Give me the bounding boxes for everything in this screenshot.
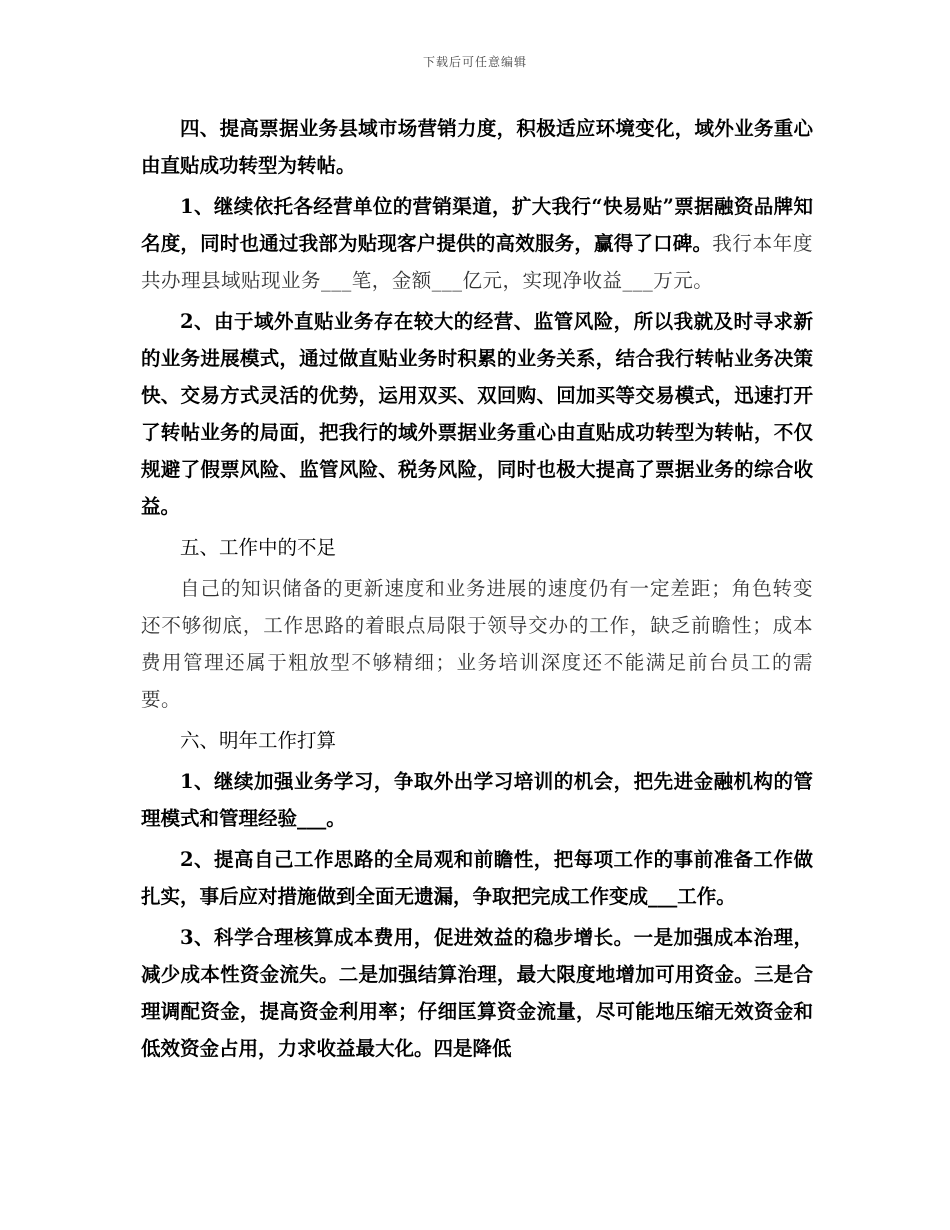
paragraph-item-6-3 — [141, 919, 813, 1067]
paragraph-text-bold: 1、继续依托各经营单位的营销渠道，扩大我行“快易贴”票据融资品牌知名度，同时也通过我部为贴现客户提供的高效服务，赢得了口碑。 — [141, 195, 813, 255]
paragraph-text-bold: 2、提高自己工作思路的全局观和前瞻性，把每项工作的事前准备工作做扎实，事后应对措施做到全面无遗漏，争取把完成工作变成___工作。 — [141, 848, 813, 908]
paragraph-item-6-1 — [141, 763, 813, 837]
paragraph-text-bold: 3、科学合理核算成本费用，促进效益的稳步增长。一是加强成本治理，减少成本性资金流失。二是加强结算治理，最大限度地增加可用资金。三是合理调配资金，提高资金利用率；仔细匡算资金流量，尽可能地压缩无效资金和低效资金占用，力求收益最大化。四是降低 — [141, 926, 813, 1060]
paragraph-text-bold: 2、由于域外直贴业务存在较大的经营、监管风险，所以我就及时寻求新的业务进展模式，通过做直贴业务时积累的业务关系，结合我行转帖业务决策快、交易方式灵活的优势，运用双买、双回购、回加买等交易模式，迅速打开了转帖业务的局面，把我行的域外票据业务重心由直贴成功转型为转帖，不仅规避了假票风险、监管风险、税务风险，同时也极大提高了票据业务的综合收益。 — [141, 310, 813, 518]
document-body — [141, 110, 813, 1067]
paragraph-section-4-heading — [141, 110, 813, 184]
paragraph-section-5-heading — [141, 529, 813, 566]
paragraph-text-bold: 四、提高票据业务县域市场营销力度，积极适应环境变化，域外业务重心由直贴成功转型为转帖。 — [141, 117, 813, 177]
paragraph-text-heading: 六、明年工作打算 — [180, 729, 337, 752]
paragraph-section-6-heading — [141, 722, 813, 759]
paragraph-text-bold: 1、继续加强业务学习，争取外出学习培训的机会，把先进金融机构的管理模式和管理经验___。 — [141, 770, 813, 830]
paragraph-item-4-1 — [141, 188, 813, 299]
page-header-note: 下载后可任意编辑 — [422, 55, 527, 69]
paragraph-text-normal: 我行本年度共办理县域贴现业务___笔，金额___亿元，实现净收益___万元。 — [141, 232, 813, 292]
paragraph-item-4-2 — [141, 303, 813, 525]
paragraph-item-6-2 — [141, 841, 813, 915]
paragraph-shortcomings — [141, 570, 813, 718]
paragraph-text-normal: 自己的知识储备的更新速度和业务进展的速度仍有一定差距；角色转变还不够彻底，工作思路的着眼点局限于领导交办的工作，缺乏前瞻性；成本费用管理还属于粗放型不够精细；业务培训深度还不能满足前台员工的需要。 — [141, 577, 813, 711]
paragraph-text-heading: 五、工作中的不足 — [180, 536, 337, 559]
